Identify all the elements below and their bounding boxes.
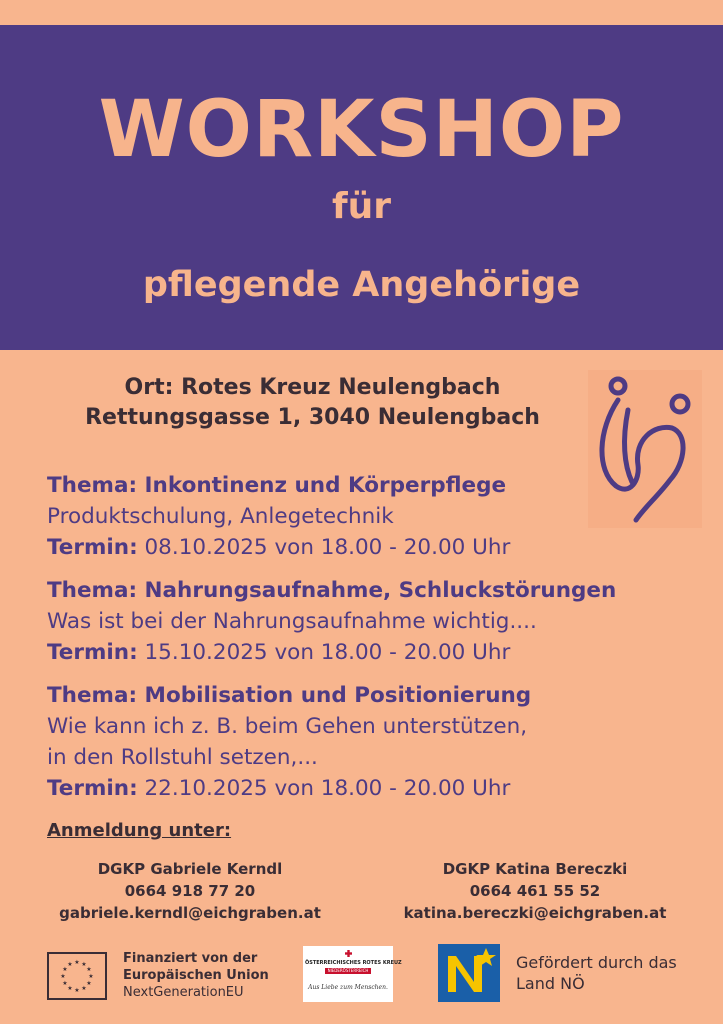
svg-text:★: ★ bbox=[74, 959, 80, 966]
svg-text:★: ★ bbox=[74, 987, 80, 994]
noe-funding-text bbox=[516, 952, 677, 994]
session-termin bbox=[47, 773, 697, 804]
contact-bereczki bbox=[380, 858, 690, 924]
contact-kerndl bbox=[40, 858, 340, 924]
eu-flag-icon bbox=[47, 952, 107, 1000]
session-2 bbox=[47, 575, 697, 668]
subtitle-audience: pflegende Angehörige bbox=[142, 265, 581, 305]
contact-email: katina.bereczki@eichgraben.at bbox=[403, 904, 667, 922]
svg-text:★: ★ bbox=[88, 973, 94, 980]
svg-text:★: ★ bbox=[67, 961, 73, 968]
termin-value: 08.10.2025 von 18.00 - 20.00 Uhr bbox=[137, 535, 511, 560]
session-topic: Thema: Nahrungsaufnahme, Schluckstörungen bbox=[47, 578, 617, 603]
red-cross-name: ÖSTERREICHISCHES ROTES KREUZ bbox=[305, 960, 402, 966]
termin-value: 22.10.2025 von 18.00 - 20.00 Uhr bbox=[137, 776, 511, 801]
red-cross-slogan: Aus Liebe zum Menschen. bbox=[308, 984, 388, 991]
location-line-2: Rettungsgasse 1, 3040 Neulengbach bbox=[85, 405, 540, 430]
termin-value: 15.10.2025 von 18.00 - 20.00 Uhr bbox=[137, 640, 511, 665]
session-description: Produktschulung, Anlegetechnik bbox=[47, 504, 394, 529]
session-termin bbox=[47, 637, 697, 668]
location-line-1: Ort: Rotes Kreuz Neulengbach bbox=[124, 375, 501, 400]
eu-funding-text bbox=[123, 950, 269, 1001]
session-termin bbox=[47, 532, 697, 563]
svg-text:★: ★ bbox=[81, 985, 87, 992]
header-banner bbox=[0, 25, 723, 350]
svg-text:★: ★ bbox=[86, 966, 92, 973]
session-3 bbox=[47, 680, 697, 804]
red-cross-icon bbox=[345, 950, 352, 957]
svg-text:★: ★ bbox=[67, 985, 73, 992]
sessions-list bbox=[47, 470, 697, 816]
termin-label: Termin: bbox=[47, 640, 138, 665]
noe-logo-icon bbox=[438, 944, 500, 1002]
session-topic: Thema: Inkontinenz und Körperpflege bbox=[47, 473, 507, 498]
svg-text:★: ★ bbox=[62, 966, 68, 973]
eu-line-1: Finanziert von der bbox=[123, 951, 258, 966]
svg-text:★: ★ bbox=[60, 973, 66, 980]
registration-label: Anmeldung unter: bbox=[47, 820, 232, 841]
contact-phone: 0664 461 55 52 bbox=[469, 882, 601, 900]
session-description: Was ist bei der Nahrungsaufnahme wichtig.... bbox=[47, 609, 537, 634]
termin-label: Termin: bbox=[47, 776, 138, 801]
eu-line-2: Europäischen Union bbox=[123, 968, 269, 983]
session-1 bbox=[47, 470, 697, 563]
noe-line-2: Land NÖ bbox=[516, 974, 585, 993]
contact-name: DGKP Katina Bereczki bbox=[442, 860, 628, 878]
contact-name: DGKP Gabriele Kerndl bbox=[97, 860, 283, 878]
termin-label: Termin: bbox=[47, 535, 138, 560]
subtitle-fuer: für bbox=[331, 186, 392, 227]
page-title: WORKSHOP bbox=[98, 85, 625, 175]
contact-email: gabriele.kerndl@eichgraben.at bbox=[59, 904, 321, 922]
eu-line-3: NextGenerationEU bbox=[123, 985, 244, 1000]
svg-text:★: ★ bbox=[81, 961, 87, 968]
session-topic: Thema: Mobilisation und Positionierung bbox=[47, 683, 532, 708]
session-description-cont: in den Rollstuhl setzen,... bbox=[47, 745, 318, 770]
svg-text:★: ★ bbox=[86, 980, 92, 987]
contact-phone: 0664 918 77 20 bbox=[124, 882, 256, 900]
red-cross-region: NIEDERÖSTERREICH bbox=[325, 968, 371, 974]
red-cross-logo bbox=[303, 946, 402, 1002]
noe-line-1: Gefördert durch das bbox=[516, 953, 677, 972]
session-description: Wie kann ich z. B. beim Gehen unterstützen, bbox=[47, 714, 528, 739]
location-block bbox=[45, 373, 580, 433]
svg-text:★: ★ bbox=[62, 980, 68, 987]
